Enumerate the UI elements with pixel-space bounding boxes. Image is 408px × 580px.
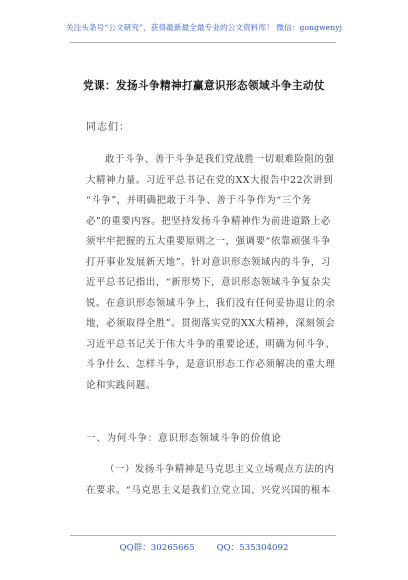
footer-qq: QQ：535304092 xyxy=(216,543,289,553)
paragraph-line: “斗争”，并明确把敢于斗争、善于斗争作为“三个务 xyxy=(86,195,312,206)
body-paragraph-2 xyxy=(86,460,335,501)
footer-divider xyxy=(70,535,336,536)
footer-contact xyxy=(0,541,408,553)
paragraph-line: 须牢牢把握的五大重要原则之一，强调要“依靠顽强斗争 xyxy=(86,236,331,247)
paragraph-line: 锐。在意识形态领域斗争上，我们没有任何妥协退让的余 xyxy=(86,297,336,309)
document-title: 党课：发扬斗争精神打赢意识形态领域斗争主动仗 xyxy=(83,80,325,92)
body-paragraph-1 xyxy=(86,150,336,396)
paragraph-line: 大精神力量。习近平总书记在党的XX大报告中22次讲到 xyxy=(86,174,334,186)
paragraph-line: （一）发扬斗争精神是马克思主义立场观点方法的内 xyxy=(105,464,335,475)
paragraph-line: 必”的重要内容。把坚持发扬斗争精神作为前进道路上必 xyxy=(86,215,331,227)
paragraph-line: 论和实践问题。 xyxy=(86,379,156,391)
paragraph-line: 斗争什么、怎样斗争，是意识形态工作必须解决的重大理 xyxy=(86,359,336,370)
paragraph-line: 地，必须取得全胜”。贯彻落实党的XX大精神，深刻领会 xyxy=(86,318,336,329)
paragraph-line: 近平总书记指出，“新形势下，意识形态领域斗争复杂尖 xyxy=(86,277,331,288)
paragraph-line: 敢于斗争、善于斗争是我们党战胜一切艰难险阻的强 xyxy=(105,154,335,165)
paragraph-line: 习近平总书记关于伟大斗争的重要论述，明确为何斗争、 xyxy=(86,338,336,350)
salutation: 同志们： xyxy=(86,122,130,133)
paragraph-line: 打开事业发展新天地”。针对意识形态领域内的斗争，习 xyxy=(86,256,331,268)
header-promo-note: 关注头条号“公文研究”，获得最新最全最专业的公文资料库！ 微信：gongwenyj xyxy=(65,23,343,32)
paragraph-line: 在要求。“马克思主义是我们立党立国、兴党兴国的根本 xyxy=(86,484,331,496)
header-divider xyxy=(70,42,336,43)
footer-qq-group: QQ群：30265665 xyxy=(119,543,195,553)
section-heading: 一、为何斗争：意识形态领域斗争的价值论 xyxy=(86,433,282,444)
